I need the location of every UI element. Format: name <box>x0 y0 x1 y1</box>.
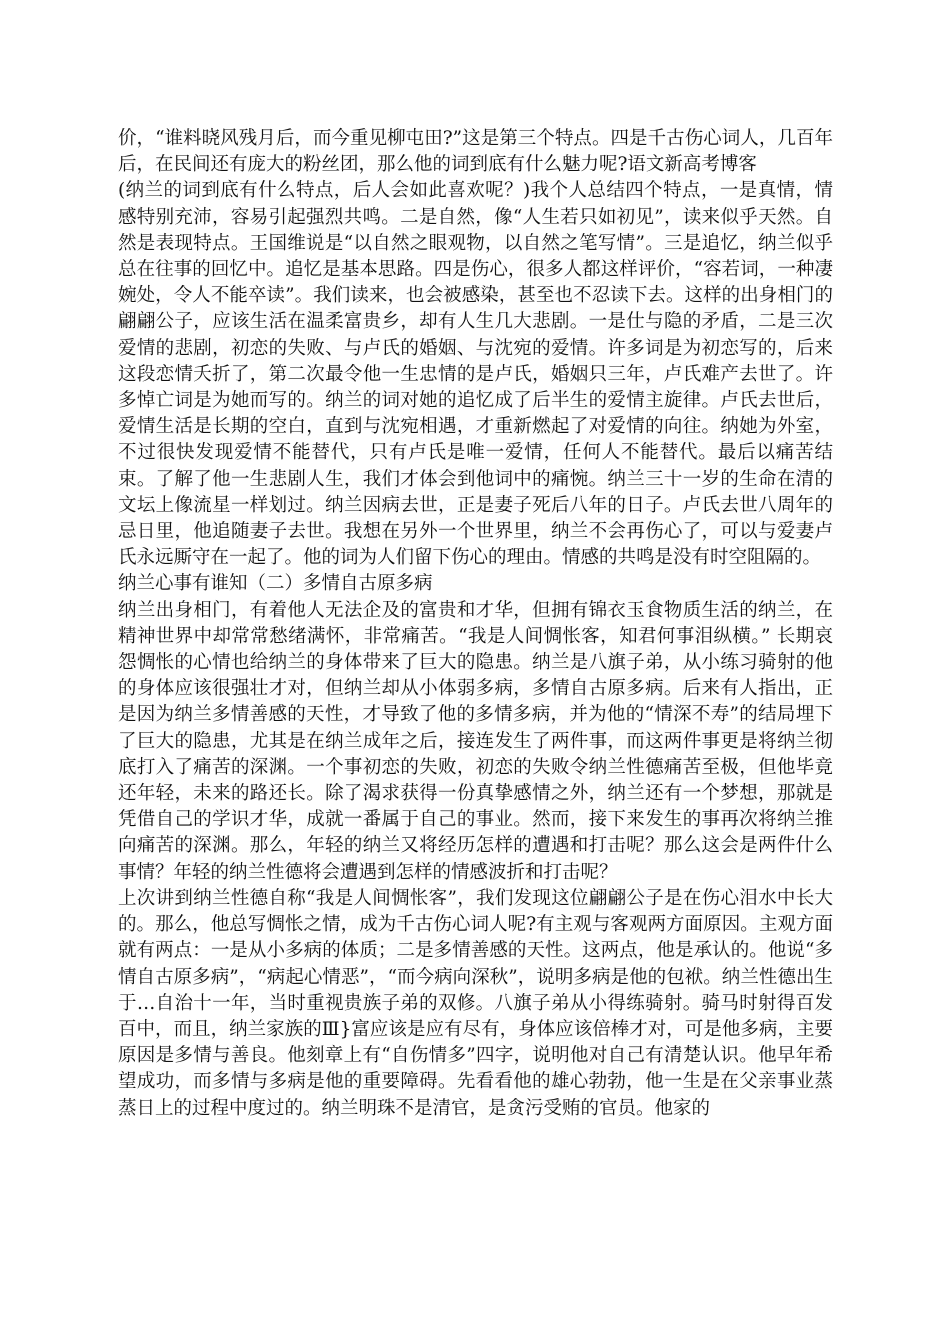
section-heading: 纳兰心事有谁知（二）多情自古原多病 <box>118 573 433 595</box>
document-body <box>118 126 833 1122</box>
paragraph: 价，“谁料晓风残月后，而今重见柳屯田?”这是第三个特点。四是千古伤心词人，几百年后，在民间还有庞大的粉丝团，那么他的词到底有什么魅力呢?语文新高考博客 <box>118 128 833 176</box>
paragraph: (纳兰的词到底有什么特点，后人会如此喜欢呢？)我个人总结四个特点，一是真情，情感特别充沛，容易引起强烈共鸣。二是自然，像“人生若只如初见”，读来似乎天然。自然是表现特点。王国维说是“以自然之眼观物，以自然之笔写情”。三是追忆，纳兰似乎总在往事的回忆中。追忆是基本思路。四是伤心，很多人都这样评价，“容若词，一种凄婉处，令人不能卒读”。我们读来，也会被感染，甚至也不忍读下去。这样的出身相门的翩翩公子，应该生活在温柔富贵乡，却有人生几大悲剧。一是仕与隐的矛盾，二是三次爱情的悲剧，初恋的失败、与卢氏的婚姻、与沈宛的爱情。许多词是为初恋写的，后来这段恋情夭折了，第二次最令他一生忠情的是卢氏，婚姻只三年，卢氏难产去世了。许多悼亡词是为她而写的。纳兰的词对她的追忆成了后半生的爱情主旋律。卢氏去世后，爱情生活是长期的空白，直到与沈宛相遇，才重新燃起了对爱情的向往。纳她为外室，不过很快发现爱情不能替代，只有卢氏是唯一爱情，任何人不能替代。最后以痛苦结束。了解了他一生悲剧人生，我们才体会到他词中的痛惋。纳兰三十一岁的生命在清的文坛上像流星一样划过。纳兰因病去世，正是妻子死后八年的日子。卢氏去世八周年的忌日里，他追随妻子去世。我想在另外一个世界里，纳兰不会再伤心了，可以与爱妻卢氏永远厮守在一起了。他的词为人们留下伤心的理由。情感的共鸣是没有时空阻隔的。 <box>118 180 833 569</box>
paragraph: 上次讲到纳兰性德自称“我是人间惆怅客”，我们发现这位翩翩公子是在伤心泪水中长大的。那么，他总写惆怅之情，成为千古伤心词人呢?有主观与客观两方面原因。主观方面就有两点：一是从小多病的体质；二是多情善感的天性。这两点，他是承认的。他说“多情自古原多病”，“病起心情恶”，“而今病向深秋”，说明多病是他的包袱。纳兰性德出生于…自治十一年，当时重视贵族子弟的双修。八旗子弟从小得练骑射。骑马时射得百发百中，而且，纳兰家族的Ⅲ}富应该是应有尽有，身体应该倍棒才对，可是他多病，主要原因是多情与善良。他刻章上有“自伤情多”四字，说明他对自己有清楚认识。他早年希望成功，而多情与多病是他的重要障碍。先看看他的雄心勃勃，他一生是在父亲事业蒸蒸日上的过程中度过的。纳兰明珠不是清官，是贪污受贿的官员。他家的 <box>118 887 833 1119</box>
paragraph: 纳兰出身相门，有着他人无法企及的富贵和才华，但拥有锦衣玉食物质生活的纳兰，在精神世界中却常常愁绪满怀，非常痛苦。“我是人间惆怅客，知君何事泪纵横。” 长期哀怨惆怅的心情也给纳兰的身体带来了巨大的隐患。纳兰是八旗子弟，从小练习骑射的他的身体应该很强壮才对，但纳兰却从小体弱多病，多情自古原多病。后来有人指出，正是因为纳兰多情善感的天性，才导致了他的多情多病，并为他的“情深不寿”的结局埋下了巨大的隐患，尤其是在纳兰成年之后，接连发生了两件事，而这两件事更是将纳兰彻底打入了痛苦的深渊。一个事初恋的失败，初恋的失败令纳兰性德痛苦至极，但他毕竟还年轻，未来的路还长。除了渴求获得一份真挚感情之外，纳兰还有一个梦想，那就是凭借自己的学识才华，成就一番属于自己的事业。然而，接下来发生的事再次将纳兰推向痛苦的深渊。那么，年轻的纳兰又将经历怎样的遭遇和打击呢？那么这会是两件什么事情？年轻的纳兰性德将会遭遇到怎样的情感波折和打击呢？ <box>118 599 833 883</box>
